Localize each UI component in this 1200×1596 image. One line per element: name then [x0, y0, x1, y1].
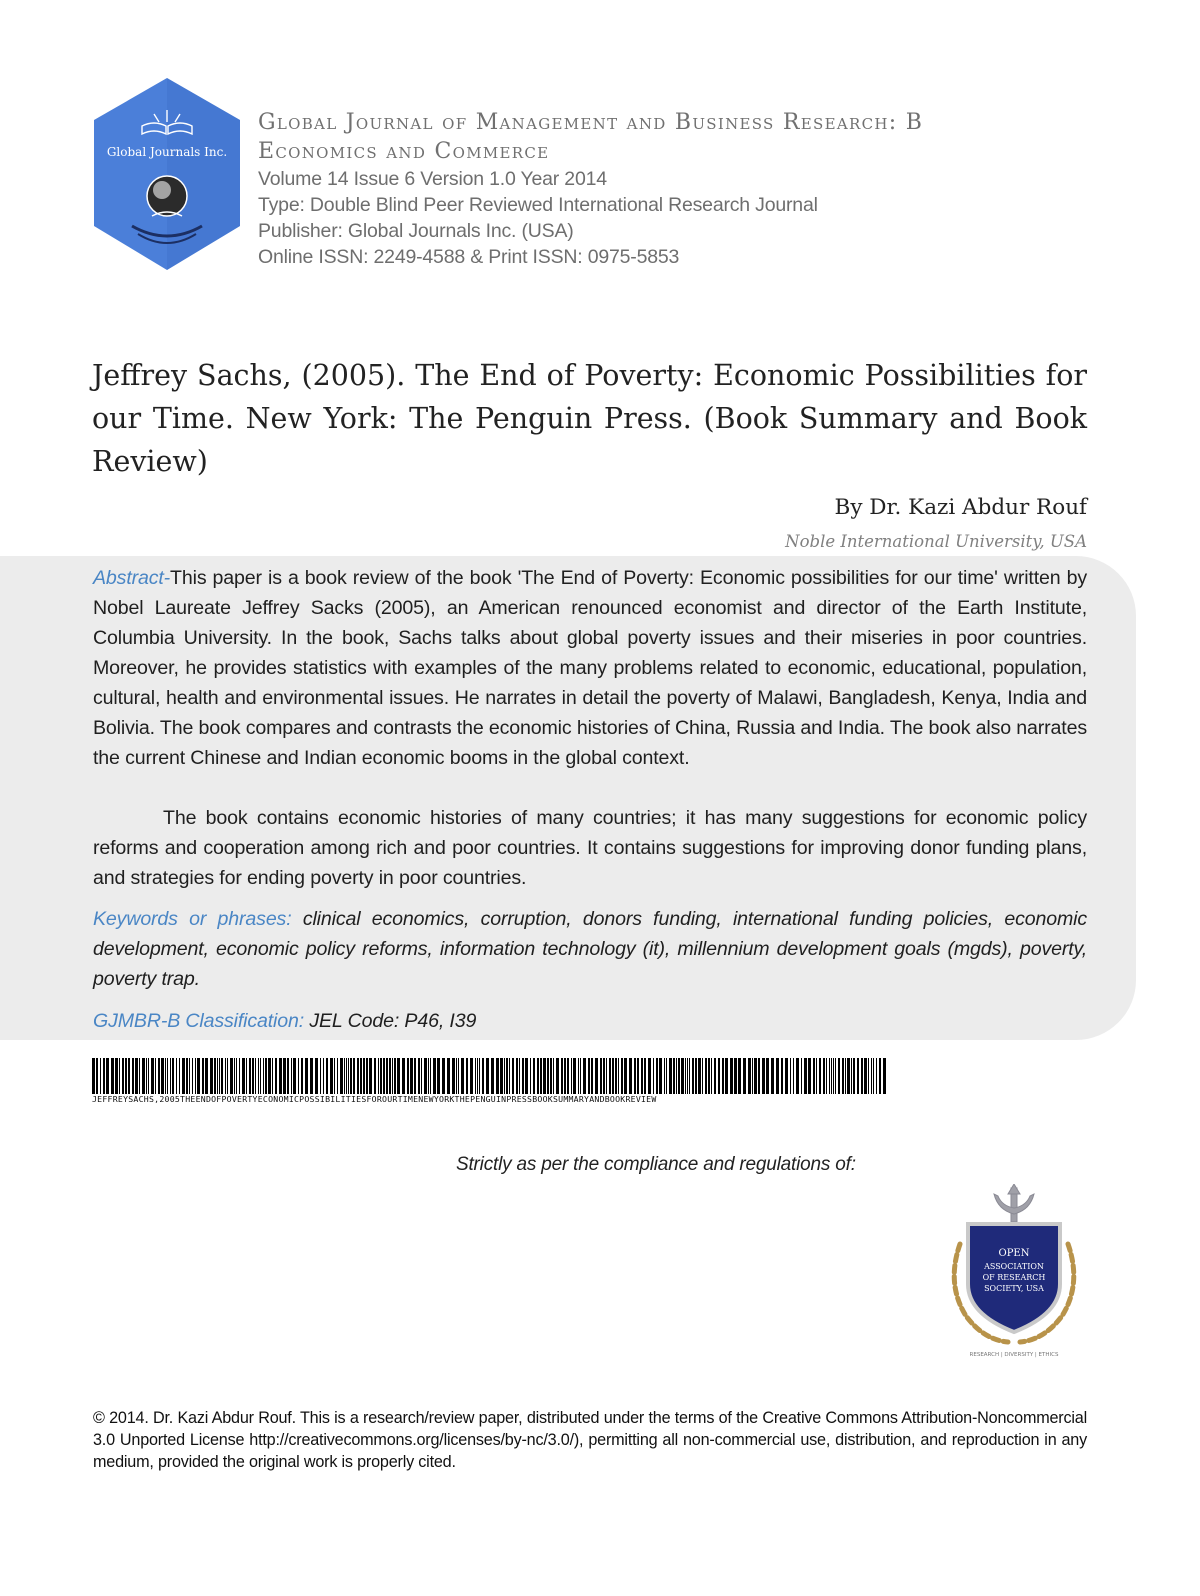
barcode-bar — [609, 1058, 611, 1094]
barcode-bar — [246, 1058, 247, 1094]
barcode-bar — [305, 1058, 308, 1094]
barcode-bar — [588, 1058, 590, 1094]
barcode-bar — [819, 1058, 821, 1094]
barcode-bar — [808, 1058, 811, 1094]
barcode-bar — [170, 1058, 171, 1094]
barcode-bar — [687, 1058, 688, 1094]
barcode-bar — [357, 1058, 359, 1094]
barcode-bar — [119, 1058, 120, 1094]
barcode-bar — [255, 1058, 256, 1094]
barcode-bar — [826, 1058, 827, 1094]
barcode-bar — [182, 1058, 185, 1094]
svg-text:ASSOCIATION: ASSOCIATION — [984, 1262, 1044, 1271]
barcode-bar — [676, 1058, 677, 1094]
barcode-bar — [583, 1058, 586, 1094]
author-line: By Dr. Kazi Abdur Rouf — [834, 495, 1087, 520]
barcode-bar — [111, 1058, 114, 1094]
barcode-bar — [479, 1058, 480, 1094]
barcode-bar — [447, 1058, 450, 1094]
barcode-bar — [348, 1058, 349, 1094]
barcode-bar — [618, 1058, 619, 1094]
barcode-bar — [708, 1058, 710, 1094]
barcode-bar — [634, 1058, 636, 1094]
barcode-bar — [386, 1058, 388, 1094]
barcode-bar — [458, 1058, 459, 1094]
barcode-bar — [516, 1058, 518, 1094]
classification-label: GJMBR-B Classification: — [93, 1010, 305, 1032]
barcode-bar — [835, 1058, 836, 1094]
barcode-bar — [128, 1058, 130, 1094]
barcode-bar — [167, 1058, 168, 1094]
barcode-bar — [567, 1058, 569, 1094]
barcode-bar — [452, 1058, 455, 1094]
barcode-bar — [217, 1058, 218, 1094]
barcode-bar — [234, 1058, 235, 1094]
barcode-bar — [92, 1058, 95, 1094]
barcode-bar — [766, 1058, 769, 1094]
barcode-bar — [482, 1058, 484, 1094]
barcode-bar — [205, 1058, 208, 1094]
trident-icon — [994, 1184, 1034, 1222]
barcode-bar — [561, 1058, 563, 1094]
barcode-bar — [873, 1058, 874, 1094]
barcode-bar — [146, 1058, 147, 1094]
barcode-bar — [433, 1058, 436, 1094]
barcode-bar — [673, 1058, 675, 1094]
barcode-bar — [695, 1058, 697, 1094]
barcode-bar — [275, 1058, 277, 1094]
svg-text:SOCIETY, USA: SOCIETY, USA — [984, 1284, 1044, 1293]
barcode-bar — [648, 1058, 651, 1094]
barcode-bar — [883, 1058, 886, 1094]
barcode-bar — [221, 1058, 223, 1094]
barcode-bar — [402, 1058, 405, 1094]
barcode-bar — [227, 1058, 228, 1094]
abstract-paragraph-2: The book contains economic histories of many countries; it has many suggestions for economic policy reforms and cooperation among rich and poor countries. It contains suggestions for improving donor funding plans, and strategies for ending poverty in poor countries. — [93, 807, 1087, 889]
barcode-bar — [615, 1058, 617, 1094]
paper-title: Jeffrey Sachs, (2005). The End of Poverty: Economic Possibilities for our Time. New York: The Penguin Press. (Book Summary and Book Review) — [92, 359, 1087, 478]
barcode-bar — [389, 1058, 391, 1094]
barcode-bar — [776, 1058, 779, 1094]
barcode-bar — [666, 1058, 667, 1094]
barcode-bar — [249, 1058, 251, 1094]
barcode-bar — [530, 1058, 531, 1094]
barcode-bar — [637, 1058, 639, 1094]
barcode-bar — [202, 1058, 204, 1094]
license-notice: © 2014. Dr. Kazi Abdur Rouf. This is a research/review paper, distributed under the terms of the Creative Commons Attribution-Noncommercial 3.0 Unported License http://creativecommons.org/licenses/by-nc/3.0/), permitting all non-commercial use, distribution, and reproduction in any medium, provided the original work is properly cited. — [93, 1409, 1087, 1471]
barcode-bar — [573, 1058, 576, 1094]
barcode-bar — [461, 1058, 464, 1094]
barcode-bar — [236, 1058, 237, 1094]
barcode-bar — [785, 1058, 788, 1094]
svg-text:Global Journals Inc.: Global Journals Inc. — [106, 145, 228, 159]
barcode-bar — [291, 1058, 292, 1094]
barcode-bar — [603, 1058, 605, 1094]
barcode-bar — [100, 1058, 101, 1094]
barcode-bar — [132, 1058, 134, 1094]
barcode-bar — [340, 1058, 343, 1094]
barcode-bar — [879, 1058, 881, 1094]
barcode-bar — [491, 1058, 494, 1094]
keywords-block — [93, 904, 1087, 994]
barcode-bar — [600, 1058, 602, 1094]
barcode-bar — [578, 1058, 579, 1094]
barcode-bar — [847, 1058, 850, 1094]
barcode-bar — [210, 1058, 213, 1094]
journal-logo — [92, 76, 242, 272]
barcode-bar — [857, 1058, 859, 1094]
barcode-bar — [540, 1058, 542, 1094]
barcode-bar — [353, 1058, 355, 1094]
barcode-bar — [781, 1058, 783, 1094]
barcode-bar — [506, 1058, 508, 1094]
barcode-bar — [298, 1058, 299, 1094]
barcode-bar — [653, 1058, 654, 1094]
barcode-bar — [337, 1058, 338, 1094]
barcode-bar — [838, 1058, 840, 1094]
barcode-bar — [265, 1058, 267, 1094]
barcode-bar — [743, 1058, 746, 1094]
barcode-bar — [656, 1058, 658, 1094]
barcode-bar — [758, 1058, 760, 1094]
barcode-bar — [346, 1058, 347, 1094]
barcode-bar — [644, 1058, 646, 1094]
barcode-bar — [330, 1058, 333, 1094]
barcode-bar — [790, 1058, 791, 1094]
barcode-bar — [842, 1058, 844, 1094]
barcode-bar — [525, 1058, 528, 1094]
barcode-bar — [428, 1058, 429, 1094]
barcode-bar — [621, 1058, 623, 1094]
barcode-bar — [868, 1058, 869, 1094]
barcode-bar — [125, 1058, 127, 1094]
barcode-bar — [106, 1058, 109, 1094]
barcode-bar — [725, 1058, 728, 1094]
svg-text:RESEARCH | DIVERSITY | ETHICS: RESEARCH | DIVERSITY | ETHICS — [969, 1352, 1059, 1358]
barcode-bar — [421, 1058, 422, 1094]
barcode-bar — [801, 1058, 802, 1094]
journal-title-line-1: Global Journal of Management and Business Research: B — [258, 110, 924, 135]
barcode-bar — [748, 1058, 751, 1094]
barcode-bar — [374, 1058, 376, 1094]
barcode-bar — [214, 1058, 216, 1094]
barcode-bar — [537, 1058, 539, 1094]
barcode-bar — [192, 1058, 193, 1094]
barcode-bar — [864, 1058, 867, 1094]
barcode-bar — [179, 1058, 180, 1094]
abstract-paragraph-1 — [93, 563, 1087, 773]
barcode-bar — [397, 1058, 400, 1094]
barcode-bar — [442, 1058, 445, 1094]
barcode-bar — [496, 1058, 499, 1094]
barcode-bar — [816, 1058, 817, 1094]
barcode-bar — [161, 1058, 164, 1094]
barcode-bar — [96, 1058, 98, 1094]
barcode-bar — [475, 1058, 476, 1094]
barcode-bar — [678, 1058, 680, 1094]
volume-line: Volume 14 Issue 6 Version 1.0 Year 2014 — [258, 168, 607, 190]
barcode-bar — [195, 1058, 196, 1094]
barcode-bar — [829, 1058, 830, 1094]
classification-text: JEL Code: P46, I39 — [309, 1010, 477, 1032]
barcode-bar — [279, 1058, 282, 1094]
journal-title-line-2: Economics and Commerce — [258, 139, 550, 164]
barcode-bar — [698, 1058, 701, 1094]
barcode-bar — [845, 1058, 846, 1094]
svg-text:OF RESEARCH: OF RESEARCH — [982, 1273, 1046, 1282]
abstract-label: Abstract- — [93, 567, 171, 589]
barcode-bar — [326, 1058, 328, 1094]
barcode-bar — [681, 1058, 684, 1094]
keywords-label: Keywords or phrases: — [93, 908, 292, 930]
barcode-bar — [366, 1058, 368, 1094]
barcode-bar — [692, 1058, 694, 1094]
barcode-bar — [823, 1058, 825, 1094]
barcode-bar — [876, 1058, 877, 1094]
keywords-text: clinical economics, corruption, donors funding, international funding policies, economic development, economic policy reforms, information technology (it), millennium development goals (mgds), poverty, poverty trap. — [93, 908, 1088, 990]
barcode-bar — [456, 1058, 457, 1094]
journal-title — [258, 108, 1118, 166]
barcode-bar — [466, 1058, 468, 1094]
barcode-text: JEFFREYSACHS,2005THEENDOFPOVERTYECONOMICPOSSIBILITIESFOROURTIMENEWYORKTHEPENGUINPRESSBOOKSUMMARYANDBOOKREVIEW — [92, 1094, 657, 1104]
barcode-bar — [629, 1058, 632, 1094]
barcode-bar — [407, 1058, 409, 1094]
barcode-bar — [252, 1058, 254, 1094]
barcode-bar — [564, 1058, 566, 1094]
barcode-bar — [103, 1058, 105, 1094]
barcode-bar — [320, 1058, 321, 1094]
barcode-bar — [360, 1058, 362, 1094]
barcode-bar — [702, 1058, 703, 1094]
barcode-bar — [424, 1058, 427, 1094]
barcode-bar — [509, 1058, 510, 1094]
barcode-bar — [176, 1058, 177, 1094]
barcode-bar — [591, 1058, 593, 1094]
barcode-bar — [851, 1058, 852, 1094]
svg-text:OPEN: OPEN — [998, 1248, 1030, 1259]
barcode-bar — [580, 1058, 581, 1094]
barcode-bar — [762, 1058, 765, 1094]
barcode-bar — [470, 1058, 473, 1094]
barcode-bar — [268, 1058, 271, 1094]
barcode-bar — [323, 1058, 324, 1094]
barcode-bar — [225, 1058, 226, 1094]
barcode-bar — [833, 1058, 834, 1094]
barcode-bar — [158, 1058, 160, 1094]
barcode-bar — [380, 1058, 382, 1094]
barcode-bar — [260, 1058, 261, 1094]
barcode-bar — [612, 1058, 614, 1094]
barcode-bar — [793, 1058, 794, 1094]
barcode-bar — [553, 1058, 554, 1094]
barcode-bar — [310, 1058, 313, 1094]
globe-icon — [147, 176, 187, 216]
barcode-bar — [738, 1058, 741, 1094]
barcode-bar — [664, 1058, 665, 1094]
barcode-bar — [189, 1058, 190, 1094]
barcode-bar — [315, 1058, 318, 1094]
barcode-bar — [186, 1058, 188, 1094]
barcode-bar — [344, 1058, 345, 1094]
barcode-bar — [804, 1058, 807, 1094]
barcode-bar — [155, 1058, 156, 1094]
barcode-bar — [392, 1058, 393, 1094]
barcode-bar — [142, 1058, 145, 1094]
barcode-bar — [437, 1058, 440, 1094]
barcode-bar — [711, 1058, 712, 1094]
barcode-bar — [871, 1058, 872, 1094]
barcode-bar — [705, 1058, 707, 1094]
barcode-bar — [197, 1058, 200, 1094]
barcode-bar — [242, 1058, 245, 1094]
barcode-bar — [219, 1058, 220, 1094]
barcode-bar — [477, 1058, 478, 1094]
classification-block — [93, 1006, 1087, 1036]
barcode-bar — [734, 1058, 737, 1094]
barcode-bar — [813, 1058, 815, 1094]
barcode-bar — [239, 1058, 240, 1094]
barcode-bar — [752, 1058, 753, 1094]
barcode-bar — [301, 1058, 303, 1094]
barcode-bar — [522, 1058, 524, 1094]
barcode-bar — [533, 1058, 535, 1094]
compliance-statement: Strictly as per the compliance and regulations of: — [456, 1154, 856, 1175]
barcode-bar — [383, 1058, 385, 1094]
barcode-bar — [571, 1058, 572, 1094]
barcode-bar — [369, 1058, 372, 1094]
author-affiliation: Noble International University, USA — [785, 532, 1087, 551]
issn-line: Online ISSN: 2249-4588 & Print ISSN: 0975-5853 — [258, 246, 680, 268]
barcode-bar — [135, 1058, 138, 1094]
barcode-bar — [519, 1058, 520, 1094]
barcode — [92, 1058, 886, 1094]
barcode-bar — [486, 1058, 489, 1094]
barcode-bar — [148, 1058, 149, 1094]
barcode-bar — [543, 1058, 546, 1094]
barcode-bar — [754, 1058, 757, 1094]
type-line: Type: Double Blind Peer Reviewed International Research Journal — [258, 194, 818, 216]
barcode-bar — [172, 1058, 174, 1094]
barcode-bar — [122, 1058, 124, 1094]
barcode-bar — [293, 1058, 296, 1094]
barcode-bar — [363, 1058, 365, 1094]
barcode-bar — [334, 1058, 335, 1094]
publisher-line: Publisher: Global Journals Inc. (USA) — [258, 220, 574, 242]
barcode-bar — [350, 1058, 352, 1094]
abstract-text-1: This paper is a book review of the book 'The End of Poverty: Economic possibilities for our time' written by Nobel Laureate Jeffrey Sacks (2005), an American renounced economist and director of the Earth Institute, Columbia University. In the book, Sachs talks about global poverty issues and their miseries in poor countries. Moreover, he provides statistics with examples of the many problems related to economic, educational, population, cultural, health and environmental issues. He narrates in detail the poverty of Malawi, Bangladesh, Kenya, India and Bolivia. The book compares and contrasts the economic histories of China, Russia and India. The book also narrates the current Chinese and Indian economic booms in the global context. — [93, 567, 1087, 769]
barcode-bar — [287, 1058, 289, 1094]
barcode-bar — [861, 1058, 863, 1094]
barcode-bar — [230, 1058, 233, 1094]
barcode-bar — [504, 1058, 505, 1094]
barcode-bar — [853, 1058, 855, 1094]
barcode-bar — [547, 1058, 549, 1094]
barcode-bar — [115, 1058, 118, 1094]
barcode-bar — [139, 1058, 140, 1094]
barcode-bar — [730, 1058, 733, 1094]
barcode-bar — [595, 1058, 598, 1094]
barcode-bar — [831, 1058, 832, 1094]
barcode-bar — [771, 1058, 774, 1094]
barcode-bar — [151, 1058, 154, 1094]
barcode-bar — [718, 1058, 720, 1094]
barcode-bar — [722, 1058, 724, 1094]
barcode-bar — [272, 1058, 273, 1094]
barcode-bar — [685, 1058, 686, 1094]
barcode-bar — [689, 1058, 690, 1094]
barcode-bar — [714, 1058, 716, 1094]
barcode-bar — [556, 1058, 559, 1094]
barcode-bar — [418, 1058, 420, 1094]
barcode-bar — [659, 1058, 662, 1094]
association-seal — [938, 1184, 1090, 1360]
barcode-bar — [410, 1058, 413, 1094]
barcode-bar — [258, 1058, 259, 1094]
barcode-bar — [796, 1058, 799, 1094]
barcode-bar — [414, 1058, 416, 1094]
barcode-bar — [263, 1058, 264, 1094]
barcode-bar — [394, 1058, 396, 1094]
barcode-bar — [624, 1058, 627, 1094]
barcode-bar — [669, 1058, 672, 1094]
barcode-bar — [378, 1058, 379, 1094]
barcode-bar — [606, 1058, 607, 1094]
barcode-bar — [641, 1058, 643, 1094]
barcode-bar — [430, 1058, 431, 1094]
barcode-bar — [500, 1058, 503, 1094]
barcode-bar — [550, 1058, 552, 1094]
barcode-bar — [283, 1058, 286, 1094]
barcode-bar — [165, 1058, 166, 1094]
barcode-bar — [512, 1058, 514, 1094]
